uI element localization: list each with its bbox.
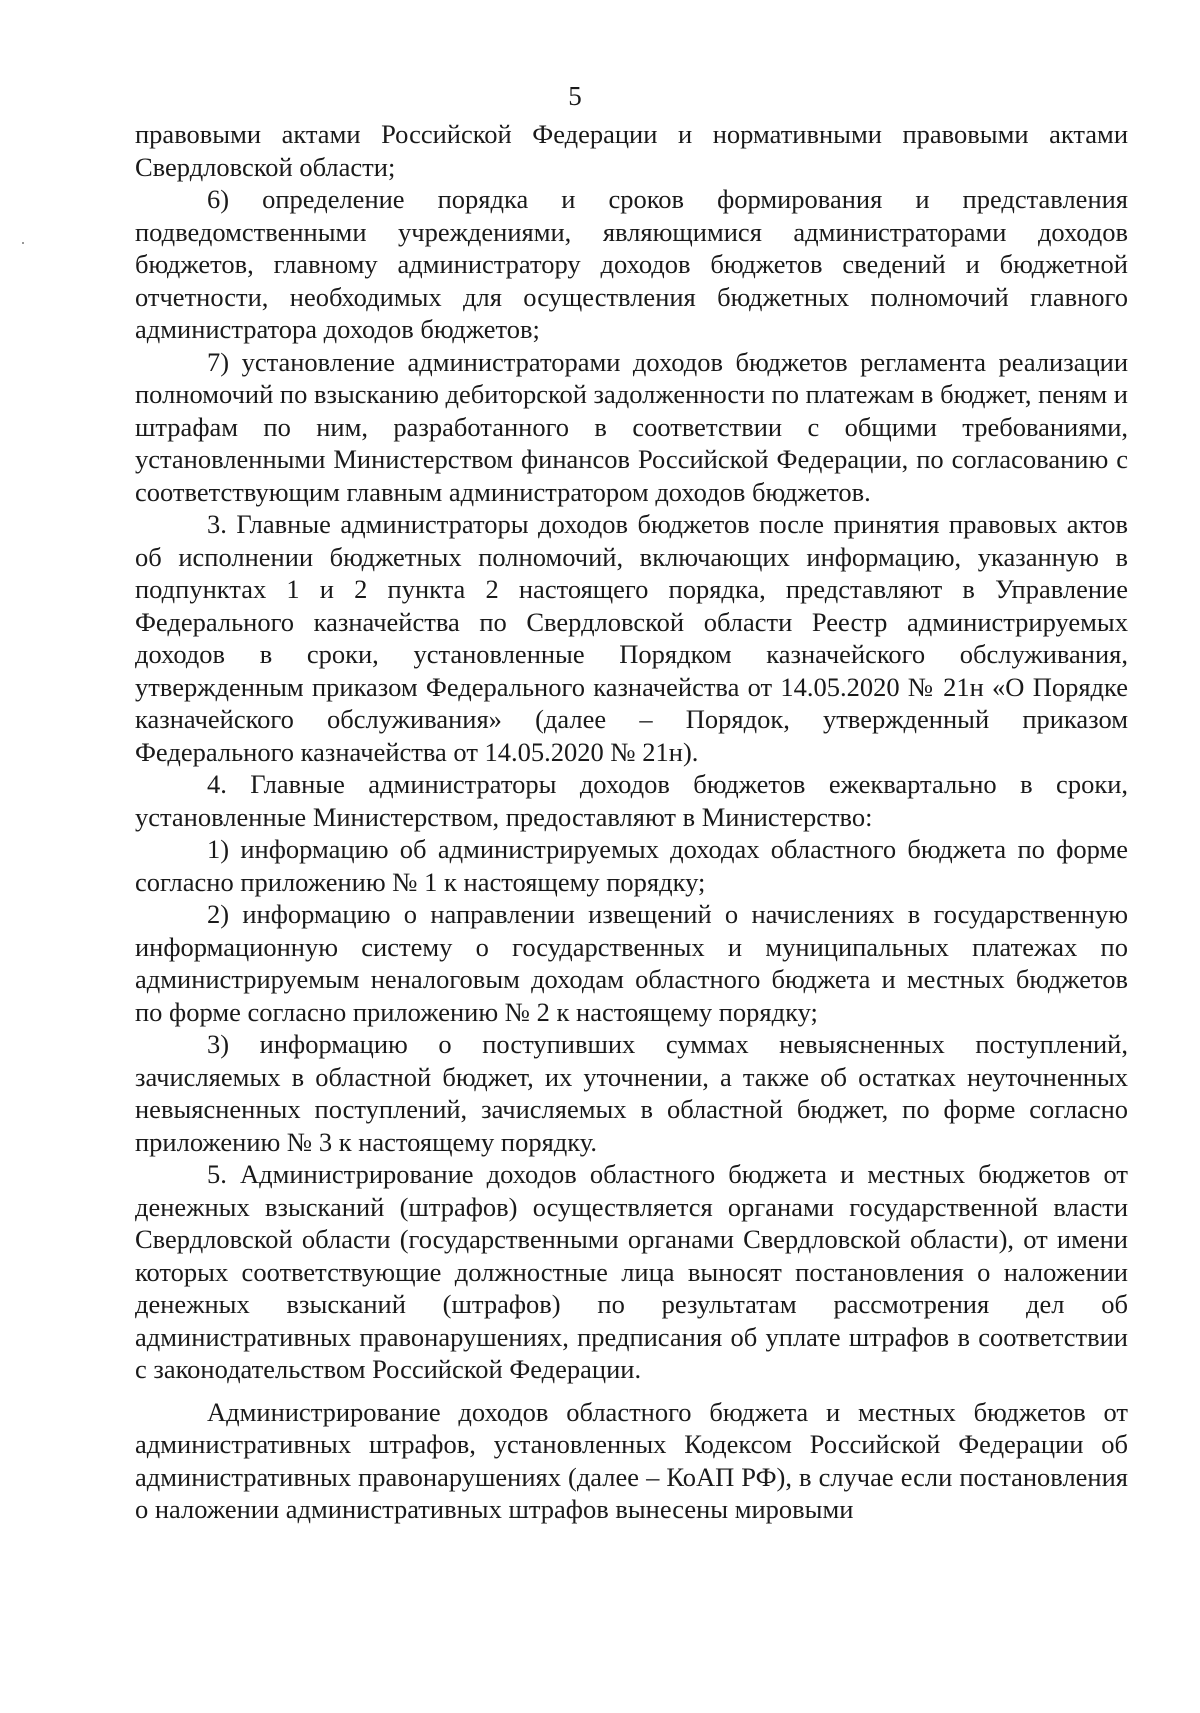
paragraph-clause-5: 5. Администрирование доходов областного бюджета и местных бюджетов от денежных взысканий (штрафов) осуществляется органами государственной власти Свердловской области (государственными органами Свердловской области), от имени которых соответствующие должностные лица выносят постановления о наложении денежных взысканий (штрафов) по результатам рассмотрения дел об административных правонарушениях, предписания об уплате штрафов в соответствии с законодательством Российской Федерации. — [135, 1159, 1128, 1384]
paragraph-continuation: правовыми актами Российской Федерации и нормативными правовыми актами Свердловской области; — [135, 119, 1128, 182]
paragraph-clause-3: 3. Главные администраторы доходов бюджетов после принятия правовых актов об исполнении бюджетных полномочий, включающих информацию, указанную в подпунктах 1 и 2 пункта 2 настоящего порядка, представляют в Управление Федерального казначейства по Свердловской области Реестр администрируемых доходов в сроки, установленные Порядком казначейского обслуживания, утвержденным приказом Федерального казначейства от 14.05.2020 № 21н «О Порядке казначейского обслуживания» (далее – Порядок, утвержденный приказом Федерального казначейства от 14.05.2020 № 21н). — [135, 509, 1128, 767]
paragraph-clause-5-continued: Администрирование доходов областного бюджета и местных бюджетов от административных штрафов, установленных Кодексом Российской Федерации об административных правонарушениях (далее – КоАП РФ), в случае если постановления о наложении административных штрафов вынесены мировыми — [135, 1396, 1128, 1524]
page-number: 5 — [568, 81, 582, 111]
paragraph-clause-4-item-3: 3) информацию о поступивших суммах невыясненных поступлений, зачисляемых в областной бюджет, их уточнении, а также об остатках неуточненных невыясненных поступлений, зачисляемых в областной бюджет, по форме согласно приложению № 3 к настоящему порядку. — [135, 1029, 1128, 1157]
document-body — [135, 118, 1128, 1526]
paragraph-clause-4: 4. Главные администраторы доходов бюджетов ежеквартально в сроки, установленные Министерством, предоставляют в Министерство: — [135, 769, 1128, 832]
paragraph-clause-4-item-2: 2) информацию о направлении извещений о начислениях в государственную информационную систему о государственных и муниципальных платежах по администрируемым неналоговым доходам областного бюджета и местных бюджетов по форме согласно приложению № 2 к настоящему порядку; — [135, 899, 1128, 1027]
paragraph-item-7: 7) установление администраторами доходов бюджетов регламента реализации полномочий по взысканию дебиторской задолженности по платежам в бюджет, пеням и штрафам по ним, разработанного в соответствии с общими требованиями, установленными Министерством финансов Российской Федерации, по согласованию с соответствующим главным администратором доходов бюджетов. — [135, 346, 1128, 507]
paragraph-item-6: 6) определение порядка и сроков формирования и представления подведомственными учреждениями, являющимися администраторами доходов бюджетов, главному администратору доходов бюджетов сведений и бюджетной отчетности, необходимых для осуществления бюджетных полномочий главного администратора доходов бюджетов; — [135, 184, 1128, 344]
scan-artifact-mark — [22, 242, 24, 244]
paragraph-clause-4-item-1: 1) информацию об администрируемых доходах областного бюджета по форме согласно приложению № 1 к настоящему порядку; — [135, 834, 1128, 897]
